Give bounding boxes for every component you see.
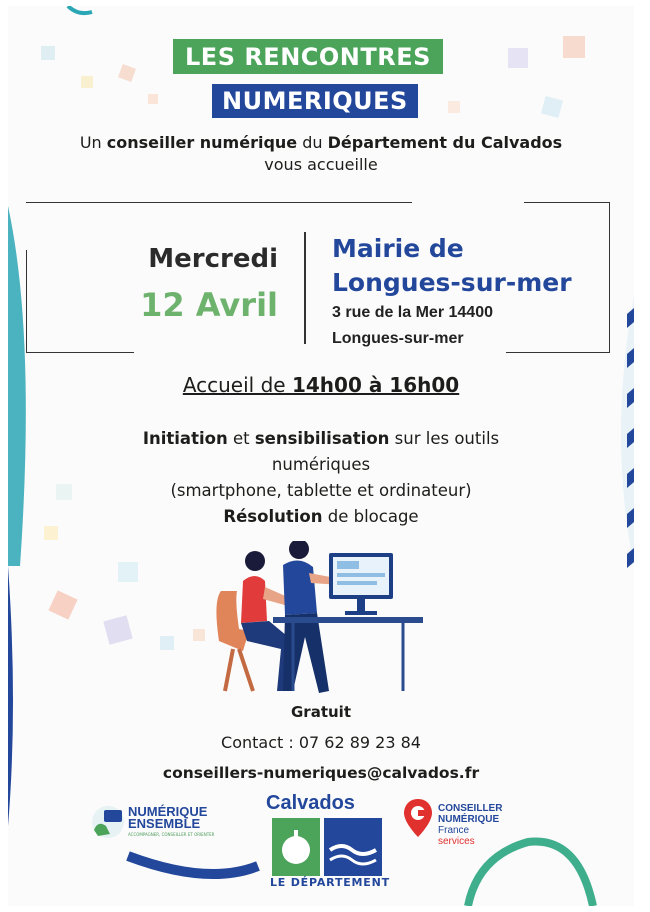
cn-line-2: NUMÉRIQUE <box>438 814 500 825</box>
hours-time: 14h00 à 16h00 <box>291 373 460 397</box>
event-day: Mercredi <box>148 244 278 274</box>
conseiller-numerique-logo-icon <box>404 799 432 837</box>
desc-line-2: numériques <box>271 455 371 474</box>
desc-bold: Résolution <box>223 507 323 526</box>
ne-line-2: ENSEMBLE <box>128 816 201 831</box>
frame-bottom-left-line <box>26 352 134 353</box>
event-place-line-2: Longues-sur-mer <box>332 268 572 297</box>
title-line-2: NUMERIQUES <box>212 84 418 118</box>
frame-bottom-right-line <box>506 352 610 353</box>
calvados-logo-subtitle: LE DÉPARTEMENT <box>270 876 390 889</box>
event-address-line-2: Longues-sur-mer <box>332 330 464 347</box>
intro-bold: Département du Calvados <box>327 133 563 152</box>
computer-users-illustration <box>213 541 423 696</box>
desc-bold: sensibilisation <box>254 429 390 448</box>
desc-text: et <box>227 429 255 448</box>
frame-right-top-line <box>524 202 610 203</box>
intro-line-2: vous accueille <box>264 155 378 174</box>
event-address-line-1: 3 rue de la Mer 14400 <box>332 304 493 321</box>
ne-line-1: NUMÉRIQUE <box>128 804 208 819</box>
cn-line-4: services <box>438 836 475 847</box>
contact-phone: Contact : 07 62 89 23 84 <box>221 733 421 752</box>
contact-email[interactable]: conseillers-numeriques@calvados.fr <box>162 764 480 782</box>
description <box>8 426 634 530</box>
conseiller-numerique-name <box>438 803 502 847</box>
price-label: Gratuit <box>291 703 351 721</box>
desc-text: de blocage <box>322 507 419 526</box>
event-place-line-1: Mairie de <box>332 234 464 263</box>
calvados-logo-name: Calvados <box>266 792 355 814</box>
frame-right-vertical <box>609 202 610 352</box>
title-line-1: LES RENCONTRES <box>173 39 443 74</box>
intro-part: Un <box>79 133 107 152</box>
cn-line-1: CONSEILLER <box>438 803 503 814</box>
hours-prefix: Accueil de <box>182 373 292 397</box>
desc-line-3: (smartphone, tablette et ordinateur) <box>170 481 472 500</box>
desc-text: sur les outils <box>389 429 500 448</box>
frame-top-line <box>26 202 412 203</box>
desc-bold: Initiation <box>142 429 228 448</box>
cn-line-3: France <box>438 825 470 836</box>
numerique-ensemble-tagline: ACCOMPAGNER, CONSEILLER ET ORIENTER <box>128 832 215 837</box>
opening-hours <box>8 373 634 397</box>
numerique-ensemble-name <box>128 806 207 830</box>
frame-divider <box>304 232 306 344</box>
numerique-ensemble-logo-icon <box>88 802 128 842</box>
frame-left-vertical <box>26 250 27 352</box>
calvados-logo-icon <box>272 818 382 876</box>
event-date: 12 Avril <box>140 286 278 324</box>
poster <box>8 6 634 906</box>
intro-part: du <box>297 133 328 152</box>
intro-text <box>8 132 634 176</box>
intro-bold: conseiller numérique <box>106 133 298 152</box>
